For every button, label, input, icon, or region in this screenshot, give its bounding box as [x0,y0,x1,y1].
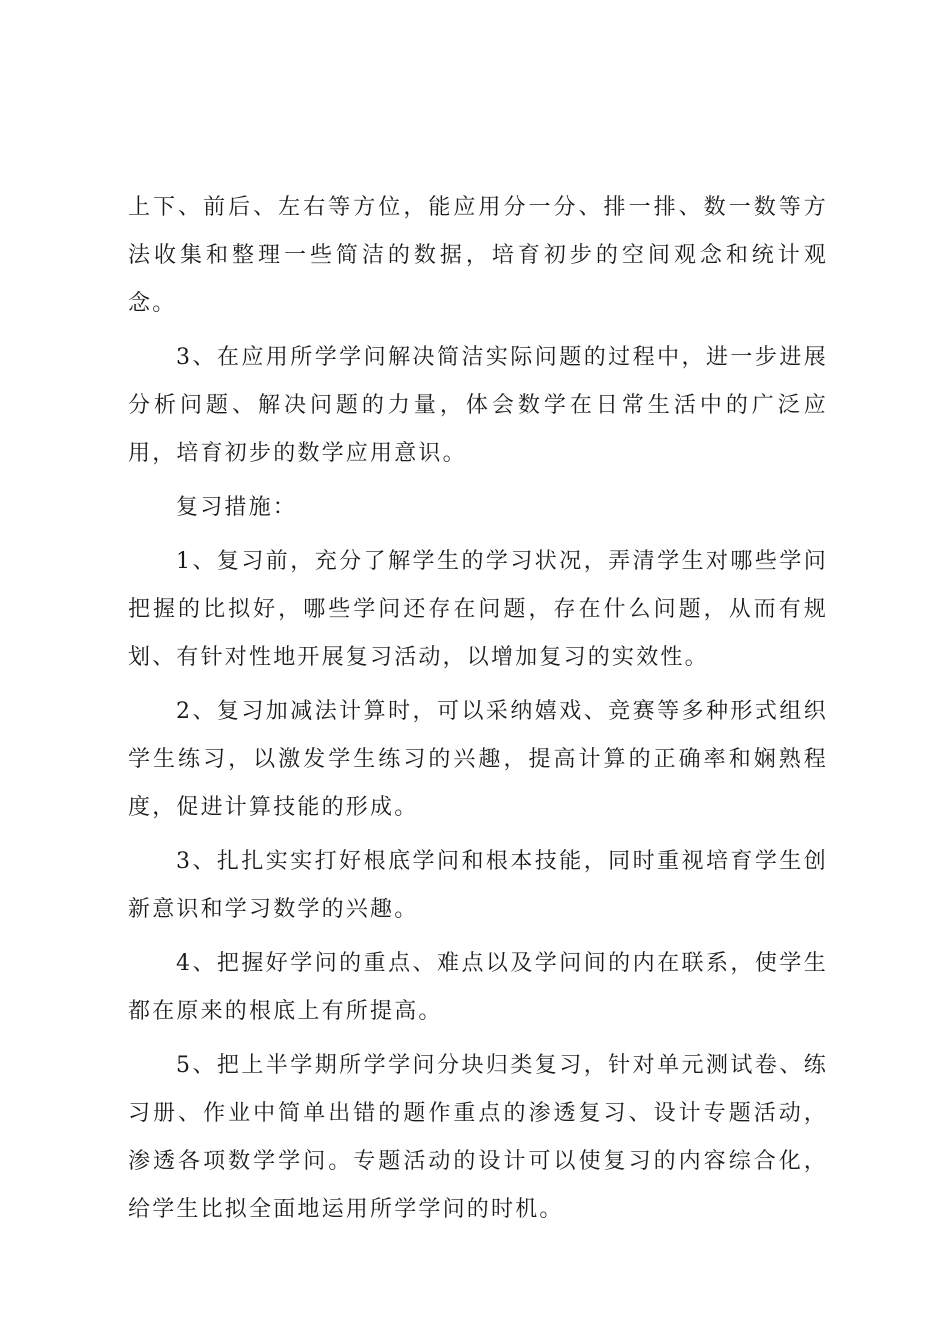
section-heading-review-measures: 复习措施： [176,495,298,520]
paragraph-measure-4: 4、把握好学问的重点、难点以及学问间的内在联系，使学生都在原来的根底上有所提高。 [128,951,828,1024]
paragraph-measure-3: 3、扎扎实实打好根底学问和根本技能，同时重视培育学生创新意识和学习数学的兴趣。 [128,849,828,922]
paragraph-goal-3: 3、在应用所学学问解决简洁实际问题的过程中，进一步进展分析问题、解决问题的力量，体会数学在日常生活中的广泛应用，培育初步的数学应用意识。 [128,345,828,466]
document-body [128,184,828,1240]
paragraph-measure-2: 2、复习加减法计算时，可以采纳嬉戏、竞赛等多种形式组织学生练习，以激发学生练习的兴趣，提高计算的正确率和娴熟程度，促进计算技能的形成。 [128,699,828,820]
paragraph-measure-1: 1、复习前，充分了解学生的学习状况，弄清学生对哪些学问把握的比拟好，哪些学问还存在问题，存在什么问题，从而有规划、有针对性地开展复习活动，以增加复习的实效性。 [128,549,828,670]
paragraph-measure-5: 5、把上半学期所学学问分块归类复习，针对单元测试卷、练习册、作业中简单出错的题作重点的渗透复习、设计专题活动，渗透各项数学学问。专题活动的设计可以使复习的内容综合化，给学生比拟全面地运用所学学问的时机。 [128,1053,828,1222]
paragraph-continuation: 上下、前后、左右等方位，能应用分一分、排一排、数一数等方法收集和整理一些简洁的数据，培育初步的空间观念和统计观念。 [128,195,828,316]
